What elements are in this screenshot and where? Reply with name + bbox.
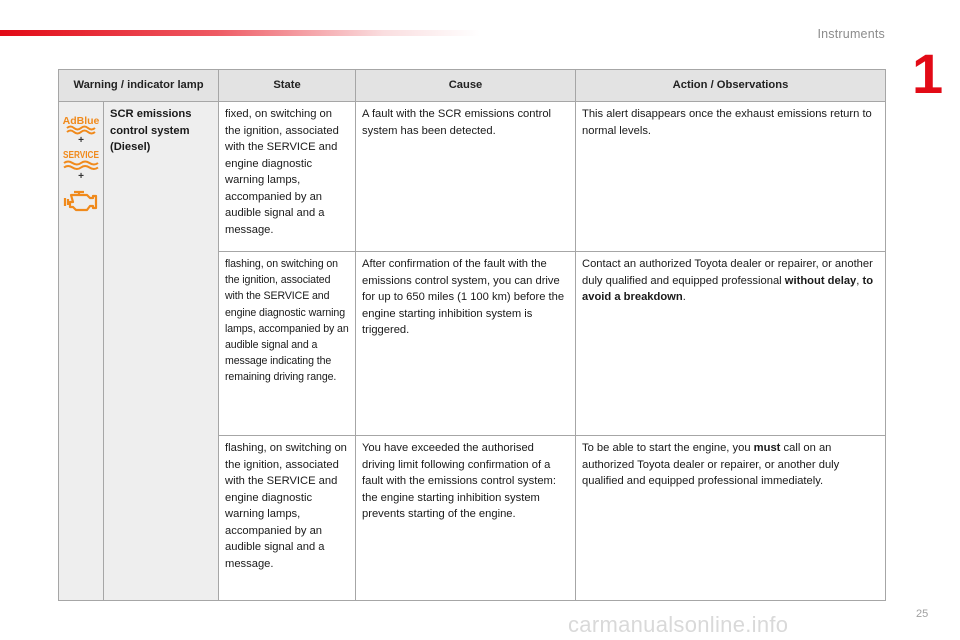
header-cause: Cause (356, 70, 576, 102)
watermark: carmanualsonline.info (568, 612, 789, 637)
chapter-number: 1 (912, 42, 944, 105)
row3-action-emphasis: must (753, 442, 781, 454)
row1-action-text: This alert disappears once the exhaust emissions return to normal levels. (582, 108, 872, 137)
warning-lamps-table (58, 69, 886, 601)
row2-state: flashing, on switching on the ignition, associated with the SERVICE and engine diagnostic warning lamps, accompanied by an audible signal and a message indicating the remaining driving range. (219, 252, 356, 436)
service-icon-text: SERVICE (63, 150, 100, 161)
row2-action (576, 252, 886, 436)
row2-action-end: . (682, 291, 686, 303)
row3-cause: You have exceeded the authorised driving limit following confirmation of a fault with the emissions control system: the engine starting inhibition system prevents starting of the engine. (356, 436, 576, 601)
header-state: State (219, 70, 356, 102)
adblue-icon-text: AdBlue (62, 115, 100, 127)
table-header-row (59, 70, 886, 102)
row3-action (576, 436, 886, 601)
plus-sign: + (78, 171, 84, 182)
section-title: Instruments (817, 27, 885, 41)
table-row (59, 102, 886, 252)
plus-sign: + (78, 135, 84, 146)
row1-cause: A fault with the SCR emissions control system has been detected. (356, 102, 576, 252)
header-action: Action / Observations (576, 70, 886, 102)
row2-cause: After confirmation of the fault with the emissions control system, you can drive for up to 650 miles (1 100 km) before the engine starting inhibition system is triggered. (356, 252, 576, 436)
service-icon (61, 148, 101, 170)
row3-action-text: call on an authorized Toyota dealer or repairer, or another duly qualified and equipped professional immediately. (582, 442, 840, 487)
lamp-icons-cell (59, 102, 104, 601)
row3-action-text: To be able to start the engine, you (582, 442, 754, 454)
header-warning-lamp: Warning / indicator lamp (59, 70, 219, 102)
adblue-icon (61, 114, 101, 134)
header-accent-bar (0, 30, 480, 36)
page-number: 25 (916, 608, 929, 620)
row3-state: flashing, on switching on the ignition, associated with the SERVICE and engine diagnostic warning lamps, accompanied by an audible signal and a message. (219, 436, 356, 601)
engine-check-icon (63, 187, 99, 213)
row2-action-separator: , (856, 274, 863, 287)
lamp-name: SCR emissions control system (Diesel) (104, 102, 219, 601)
row1-action (576, 102, 886, 252)
row1-state: fixed, on switching on the ignition, associated with the SERVICE and engine diagnostic warning lamps, accompanied by an audible signal and a message. (219, 102, 356, 252)
row2-action-text: Contact an authorized Toyota dealer or repairer, or another duly qualified and equipped professional (582, 258, 873, 287)
row2-action-emphasis: without delay (784, 274, 857, 287)
row2-action-emphasis: to avoid a breakdown (582, 274, 874, 303)
